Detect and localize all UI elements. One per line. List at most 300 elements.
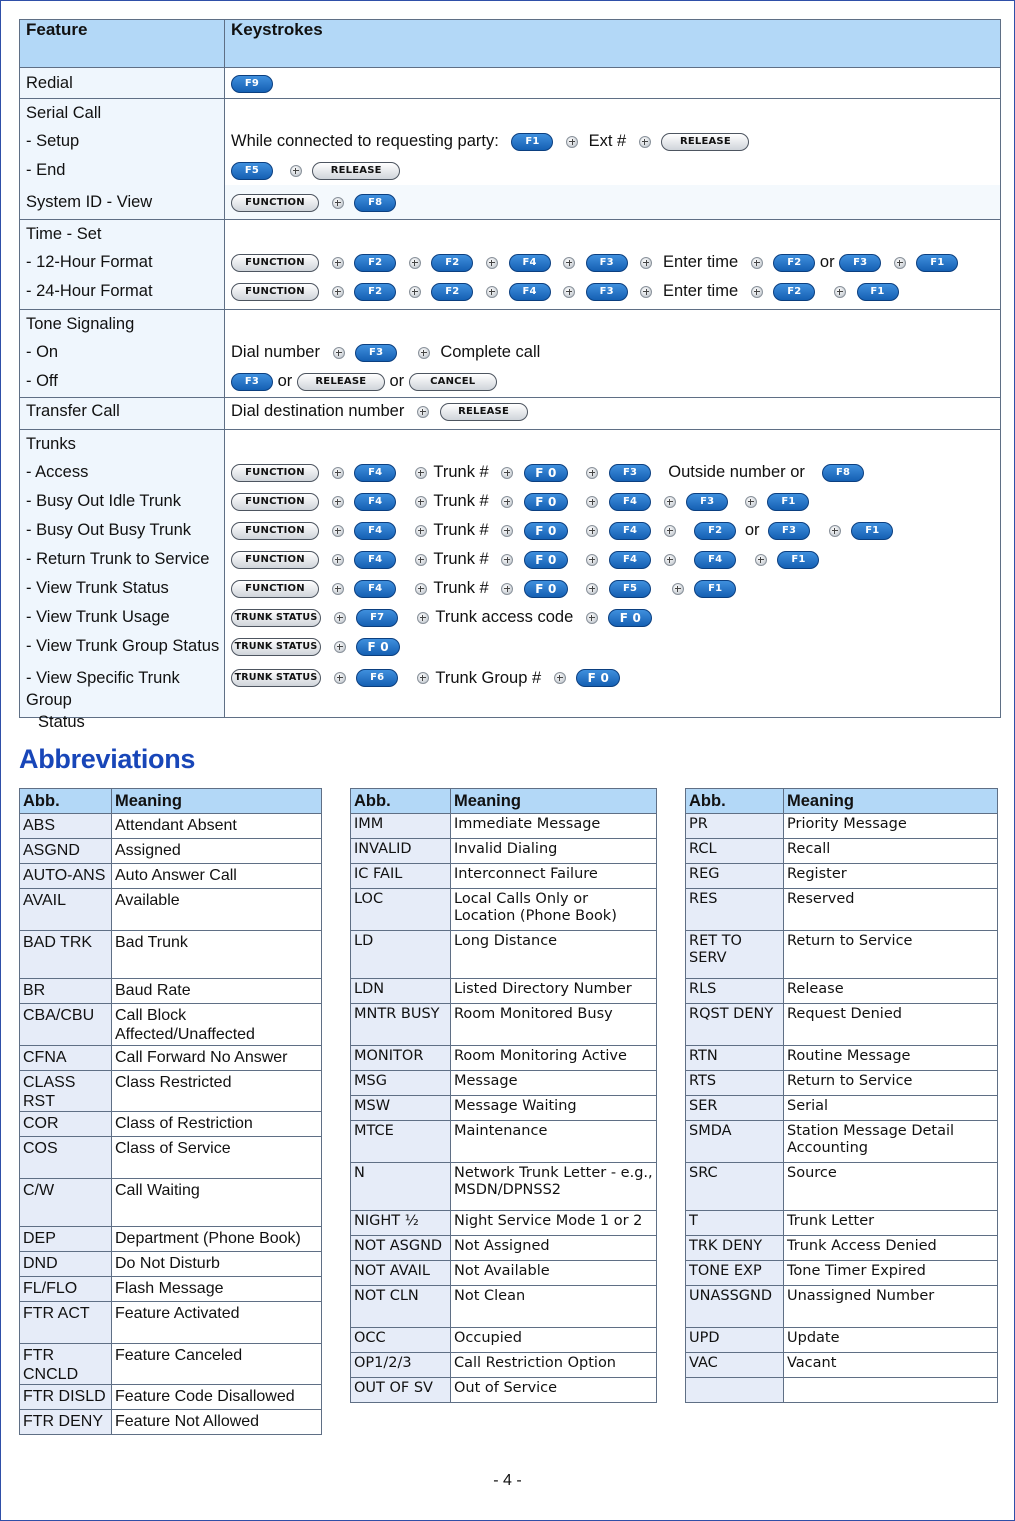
trunk-status-key[interactable]: TRUNK STATUS bbox=[231, 638, 321, 656]
meaning-cell: Available bbox=[112, 889, 322, 931]
abbreviation-cell: REG bbox=[686, 864, 784, 889]
meaning-cell: Call Restriction Option bbox=[451, 1353, 657, 1378]
abbreviation-cell: MNTR BUSY bbox=[351, 1004, 451, 1046]
table-row bbox=[686, 1353, 998, 1378]
abbreviation-cell: NIGHT ½ bbox=[351, 1211, 451, 1236]
enter-time-text: Enter time bbox=[662, 282, 739, 301]
plus-icon bbox=[640, 286, 652, 298]
plus-icon bbox=[415, 467, 427, 479]
abbreviation-cell: VAC bbox=[686, 1353, 784, 1378]
f0-key[interactable]: F 0 bbox=[356, 638, 400, 656]
trunks-label: Trunks bbox=[26, 435, 76, 453]
plus-icon bbox=[332, 286, 344, 298]
abbreviation-cell: RCL bbox=[686, 839, 784, 864]
meaning-cell: Room Monitored Busy bbox=[451, 1004, 657, 1046]
function-key[interactable]: FUNCTION bbox=[231, 522, 319, 540]
table-row bbox=[20, 931, 322, 979]
function-key[interactable]: FUNCTION bbox=[231, 464, 319, 482]
plus-icon bbox=[332, 554, 344, 566]
abbreviation-cell: CLASS RST bbox=[20, 1071, 112, 1112]
function-key[interactable]: FUNCTION bbox=[231, 283, 319, 301]
abbreviation-cell: SMDA bbox=[686, 1121, 784, 1163]
table-row bbox=[686, 814, 998, 839]
meaning-cell: Class Restricted bbox=[112, 1071, 322, 1112]
table-row bbox=[20, 1046, 322, 1071]
trunk-number-text: Trunk # bbox=[433, 550, 489, 569]
meaning-cell: Call Block Affected/Unaffected bbox=[112, 1004, 322, 1046]
time-set-label: Time - Set bbox=[26, 225, 102, 243]
meaning-cell: Return to Service bbox=[784, 1071, 998, 1096]
plus-icon bbox=[586, 496, 598, 508]
time-24h-label: - 24-Hour Format bbox=[26, 282, 153, 300]
meaning-cell: Serial bbox=[784, 1096, 998, 1121]
f2-key[interactable]: F2 bbox=[431, 254, 473, 272]
meaning-cell: Call Waiting bbox=[112, 1179, 322, 1227]
abbreviation-cell: SRC bbox=[686, 1163, 784, 1211]
dial-number-text: Dial number bbox=[231, 343, 320, 362]
table-row bbox=[351, 889, 657, 931]
release-key[interactable]: RELEASE bbox=[297, 373, 385, 391]
tone-on-label: - On bbox=[26, 343, 59, 361]
plus-icon bbox=[664, 496, 676, 508]
plus-icon bbox=[333, 347, 345, 359]
f8-key[interactable]: F8 bbox=[354, 194, 396, 212]
table-row bbox=[20, 864, 322, 889]
plus-icon bbox=[332, 525, 344, 537]
f1-key[interactable]: F1 bbox=[694, 580, 736, 598]
abbreviation-cell: FL/FLO bbox=[20, 1277, 112, 1302]
meaning-cell: Attendant Absent bbox=[112, 814, 322, 839]
abbreviation-cell: RES bbox=[686, 889, 784, 931]
abbreviation-cell: DND bbox=[20, 1252, 112, 1277]
f3-key[interactable]: F3 bbox=[355, 344, 397, 362]
f3-key[interactable]: F3 bbox=[768, 522, 810, 540]
abbreviation-cell: BAD TRK bbox=[20, 931, 112, 979]
table-row bbox=[20, 1385, 322, 1410]
row-tone-signaling bbox=[20, 310, 1001, 398]
meaning-cell: Room Monitoring Active bbox=[451, 1046, 657, 1071]
trunk-view-specific-label-2: Status bbox=[38, 713, 85, 731]
f8-key[interactable]: F8 bbox=[822, 464, 864, 482]
table-row bbox=[351, 931, 657, 979]
page-number: - 4 - bbox=[493, 1472, 522, 1489]
table-row bbox=[686, 889, 998, 931]
f6-key[interactable]: F6 bbox=[356, 669, 398, 687]
plus-icon bbox=[745, 496, 757, 508]
f3-key[interactable]: F3 bbox=[686, 493, 728, 511]
table-row bbox=[351, 1236, 657, 1261]
trunk-status-key[interactable]: TRUNK STATUS bbox=[231, 669, 321, 687]
plus-icon bbox=[664, 554, 676, 566]
trunk-access-label: - Access bbox=[26, 463, 89, 481]
function-key[interactable]: FUNCTION bbox=[231, 194, 319, 212]
meaning-cell: Station Message Detail Accounting bbox=[784, 1121, 998, 1163]
abbreviation-cell: AVAIL bbox=[20, 889, 112, 931]
f1-key[interactable]: F1 bbox=[857, 283, 899, 301]
table-row bbox=[686, 839, 998, 864]
plus-icon bbox=[829, 525, 841, 537]
abbreviation-cell: SER bbox=[686, 1096, 784, 1121]
plus-icon bbox=[834, 286, 846, 298]
meaning-cell: Message Waiting bbox=[451, 1096, 657, 1121]
table-row bbox=[20, 1179, 322, 1227]
meaning-cell: Assigned bbox=[112, 839, 322, 864]
table-row bbox=[686, 1046, 998, 1071]
f7-key[interactable]: F7 bbox=[356, 609, 398, 627]
row-trunks bbox=[20, 430, 1001, 718]
abbreviation-cell: MSW bbox=[351, 1096, 451, 1121]
abbreviation-cell: CFNA bbox=[20, 1046, 112, 1071]
f4-key[interactable]: F4 bbox=[609, 493, 651, 511]
abbreviations-table-1 bbox=[19, 788, 322, 1435]
meaning-column-header: Meaning bbox=[784, 789, 998, 814]
tone-label: Tone Signaling bbox=[26, 315, 135, 333]
plus-icon bbox=[751, 286, 763, 298]
abbreviation-cell: RQST DENY bbox=[686, 1004, 784, 1046]
table-row bbox=[351, 1211, 657, 1236]
table-row bbox=[686, 1236, 998, 1261]
plus-icon bbox=[664, 525, 676, 537]
f4-key[interactable]: F4 bbox=[509, 283, 551, 301]
abbreviation-cell: LDN bbox=[351, 979, 451, 1004]
plus-icon bbox=[501, 583, 513, 595]
meaning-cell: Baud Rate bbox=[112, 979, 322, 1004]
trunk-number-text: Trunk # bbox=[433, 579, 489, 598]
abbreviation-cell: MTCE bbox=[351, 1121, 451, 1163]
release-key[interactable]: RELEASE bbox=[312, 162, 400, 180]
or-text: or bbox=[744, 521, 760, 540]
ext-text: Ext # bbox=[588, 132, 627, 151]
meaning-cell: Interconnect Failure bbox=[451, 864, 657, 889]
function-key[interactable]: FUNCTION bbox=[231, 493, 319, 511]
meaning-cell: Message bbox=[451, 1071, 657, 1096]
trunk-number-text: Trunk # bbox=[433, 521, 489, 540]
meaning-column-header: Meaning bbox=[112, 789, 322, 814]
table-row bbox=[351, 1286, 657, 1328]
f0-key[interactable]: F 0 bbox=[524, 580, 568, 598]
plus-icon bbox=[417, 672, 429, 684]
abbreviation-cell: IC FAIL bbox=[351, 864, 451, 889]
table-row bbox=[686, 1071, 998, 1096]
f4-key[interactable]: F4 bbox=[354, 493, 396, 511]
plus-icon bbox=[409, 257, 421, 269]
table-row bbox=[20, 1277, 322, 1302]
meaning-cell: Vacant bbox=[784, 1353, 998, 1378]
abbreviation-cell: OUT OF SV bbox=[351, 1378, 451, 1403]
plus-icon bbox=[894, 257, 906, 269]
or-text: or bbox=[277, 372, 293, 391]
meaning-cell: Local Calls Only or Location (Phone Book) bbox=[451, 889, 657, 931]
abbreviation-cell: RET TO SERV bbox=[686, 931, 784, 979]
plus-icon bbox=[409, 286, 421, 298]
table-row bbox=[686, 1286, 998, 1328]
table-row bbox=[20, 814, 322, 839]
f2-key[interactable]: F2 bbox=[773, 283, 815, 301]
transfer-label: Transfer Call bbox=[26, 402, 120, 420]
f3-key[interactable]: F3 bbox=[839, 254, 881, 272]
plus-icon bbox=[334, 612, 346, 624]
abbreviation-cell: LOC bbox=[351, 889, 451, 931]
function-key[interactable]: FUNCTION bbox=[231, 580, 319, 598]
f4-key[interactable]: F4 bbox=[354, 580, 396, 598]
time-12h-label: - 12-Hour Format bbox=[26, 253, 153, 271]
meaning-cell: Do Not Disturb bbox=[112, 1252, 322, 1277]
table-row bbox=[351, 839, 657, 864]
table-row bbox=[686, 1004, 998, 1046]
meaning-cell: Night Service Mode 1 or 2 bbox=[451, 1211, 657, 1236]
abbreviation-cell: FTR DISLD bbox=[20, 1385, 112, 1410]
plus-icon bbox=[290, 165, 302, 177]
meaning-cell: Not Available bbox=[451, 1261, 657, 1286]
f0-key[interactable]: F 0 bbox=[524, 493, 568, 511]
table-row bbox=[20, 1071, 322, 1112]
meaning-cell: Priority Message bbox=[784, 814, 998, 839]
abb-column-header: Abb. bbox=[686, 789, 784, 814]
abbreviation-cell: AUTO-ANS bbox=[20, 864, 112, 889]
meaning-cell: Not Assigned bbox=[451, 1236, 657, 1261]
trunk-status-key[interactable]: TRUNK STATUS bbox=[231, 609, 321, 627]
or-text: or bbox=[819, 253, 835, 272]
meaning-cell: Immediate Message bbox=[451, 814, 657, 839]
meaning-cell: Feature Canceled bbox=[112, 1344, 322, 1385]
f4-key[interactable]: F4 bbox=[609, 551, 651, 569]
row-transfer-call bbox=[20, 398, 1001, 430]
f2-key[interactable]: F2 bbox=[694, 522, 736, 540]
f3-key[interactable]: F3 bbox=[586, 283, 628, 301]
meaning-cell: Trunk Letter bbox=[784, 1211, 998, 1236]
meaning-cell: Bad Trunk bbox=[112, 931, 322, 979]
table-row bbox=[686, 1163, 998, 1211]
meaning-cell: Recall bbox=[784, 839, 998, 864]
abbreviation-cell: BR bbox=[20, 979, 112, 1004]
plus-icon bbox=[640, 257, 652, 269]
plus-icon bbox=[332, 197, 344, 209]
table-row bbox=[351, 1328, 657, 1353]
abbreviation-cell: RTS bbox=[686, 1071, 784, 1096]
row-redial bbox=[20, 68, 1001, 99]
abbreviation-cell bbox=[686, 1378, 784, 1403]
f1-key[interactable]: F1 bbox=[511, 133, 553, 151]
f4-key[interactable]: F4 bbox=[509, 254, 551, 272]
table-row bbox=[20, 839, 322, 864]
abbreviation-cell: RLS bbox=[686, 979, 784, 1004]
trunk-busy-idle-label: - Busy Out Idle Trunk bbox=[26, 492, 181, 510]
table-row bbox=[686, 864, 998, 889]
table-row bbox=[351, 1353, 657, 1378]
plus-icon bbox=[332, 257, 344, 269]
f4-key[interactable]: F4 bbox=[609, 522, 651, 540]
plus-icon bbox=[415, 583, 427, 595]
abbreviation-cell: OCC bbox=[351, 1328, 451, 1353]
row-time-set bbox=[20, 220, 1001, 310]
table-row bbox=[686, 1096, 998, 1121]
abbreviation-cell: NOT AVAIL bbox=[351, 1261, 451, 1286]
plus-icon bbox=[566, 136, 578, 148]
meaning-cell: Return to Service bbox=[784, 931, 998, 979]
row-serial-call bbox=[20, 99, 1001, 220]
f2-key[interactable]: F2 bbox=[773, 254, 815, 272]
abbreviation-cell: IMM bbox=[351, 814, 451, 839]
meaning-cell: Flash Message bbox=[112, 1277, 322, 1302]
f0-key[interactable]: F 0 bbox=[608, 609, 652, 627]
table-row bbox=[351, 1004, 657, 1046]
f3-key[interactable]: F3 bbox=[609, 464, 651, 482]
plus-icon bbox=[563, 286, 575, 298]
f0-key[interactable]: F 0 bbox=[576, 669, 620, 687]
plus-icon bbox=[755, 554, 767, 566]
f4-key[interactable]: F4 bbox=[694, 551, 736, 569]
table-row bbox=[20, 1137, 322, 1179]
table-row bbox=[351, 1096, 657, 1121]
table-row bbox=[686, 1211, 998, 1236]
f5-key[interactable]: F5 bbox=[609, 580, 651, 598]
system-id-label: System ID - View bbox=[26, 193, 153, 211]
table-row bbox=[351, 1121, 657, 1163]
meaning-cell: Auto Answer Call bbox=[112, 864, 322, 889]
plus-icon bbox=[672, 583, 684, 595]
feature-keystrokes-table bbox=[19, 19, 1001, 731]
abbreviation-cell: MSG bbox=[351, 1071, 451, 1096]
meaning-cell: Request Denied bbox=[784, 1004, 998, 1046]
dial-destination-text: Dial destination number bbox=[231, 402, 405, 421]
meaning-cell: Occupied bbox=[451, 1328, 657, 1353]
release-key[interactable]: RELEASE bbox=[661, 133, 749, 151]
meaning-cell: Network Trunk Letter - e.g., MSDN/DPNSS2 bbox=[451, 1163, 657, 1211]
abbreviation-cell: COS bbox=[20, 1137, 112, 1179]
function-key[interactable]: FUNCTION bbox=[231, 254, 319, 272]
table-row bbox=[351, 1046, 657, 1071]
abb-column-header: Abb. bbox=[351, 789, 451, 814]
f1-key[interactable]: F1 bbox=[767, 493, 809, 511]
table-row bbox=[20, 889, 322, 931]
plus-icon bbox=[554, 672, 566, 684]
cancel-key[interactable]: CANCEL bbox=[409, 373, 497, 391]
f2-key[interactable]: F2 bbox=[354, 254, 396, 272]
plus-icon bbox=[751, 257, 763, 269]
abbreviation-cell: T bbox=[686, 1211, 784, 1236]
abbreviation-cell: NOT ASGND bbox=[351, 1236, 451, 1261]
release-key[interactable]: RELEASE bbox=[440, 403, 528, 421]
abbreviation-cell: ASGND bbox=[20, 839, 112, 864]
meaning-cell: Register bbox=[784, 864, 998, 889]
f3-key[interactable]: F3 bbox=[586, 254, 628, 272]
table-row bbox=[351, 1163, 657, 1211]
meaning-cell: Feature Code Disallowed bbox=[112, 1385, 322, 1410]
f2-key[interactable]: F2 bbox=[431, 283, 473, 301]
plus-icon bbox=[415, 554, 427, 566]
f4-key[interactable]: F4 bbox=[354, 551, 396, 569]
table-row bbox=[686, 979, 998, 1004]
plus-icon bbox=[334, 641, 346, 653]
meaning-cell: Tone Timer Expired bbox=[784, 1261, 998, 1286]
plus-icon bbox=[586, 525, 598, 537]
abbreviations-table-3 bbox=[685, 788, 998, 1403]
plus-icon bbox=[501, 525, 513, 537]
table-row bbox=[351, 814, 657, 839]
abbreviation-cell: INVALID bbox=[351, 839, 451, 864]
plus-icon bbox=[417, 406, 429, 418]
abbreviation-cell: UPD bbox=[686, 1328, 784, 1353]
abbreviation-cell: MONITOR bbox=[351, 1046, 451, 1071]
trunk-busy-busy-label: - Busy Out Busy Trunk bbox=[26, 521, 192, 539]
f0-key[interactable]: F 0 bbox=[524, 522, 568, 540]
f0-key[interactable]: F 0 bbox=[524, 551, 568, 569]
f1-key[interactable]: F1 bbox=[916, 254, 958, 272]
f9-key[interactable]: F9 bbox=[231, 75, 273, 93]
meaning-cell: Feature Not Allowed bbox=[112, 1410, 322, 1435]
meaning-cell: Unassigned Number bbox=[784, 1286, 998, 1328]
abbreviation-cell: TRK DENY bbox=[686, 1236, 784, 1261]
plus-icon bbox=[486, 286, 498, 298]
abbreviation-cell: COR bbox=[20, 1112, 112, 1137]
trunk-access-code-text: Trunk access code bbox=[435, 608, 574, 627]
abbreviation-cell: C/W bbox=[20, 1179, 112, 1227]
plus-icon bbox=[486, 257, 498, 269]
abbreviation-cell: FTR DENY bbox=[20, 1410, 112, 1435]
trunk-number-text: Trunk # bbox=[433, 492, 489, 511]
meaning-cell: Feature Activated bbox=[112, 1302, 322, 1344]
enter-time-text: Enter time bbox=[662, 253, 739, 272]
table-row bbox=[351, 1378, 657, 1403]
trunk-return-label: - Return Trunk to Service bbox=[26, 550, 210, 568]
abbreviation-cell: PR bbox=[686, 814, 784, 839]
serial-setup-label: - Setup bbox=[26, 132, 80, 150]
meaning-cell: Class of Service bbox=[112, 1137, 322, 1179]
f1-key[interactable]: F1 bbox=[851, 522, 893, 540]
table-row bbox=[351, 979, 657, 1004]
plus-icon bbox=[586, 554, 598, 566]
table-row bbox=[686, 1328, 998, 1353]
abbreviation-cell: TONE EXP bbox=[686, 1261, 784, 1286]
plus-icon bbox=[501, 467, 513, 479]
trunk-view-usage-label: - View Trunk Usage bbox=[26, 608, 170, 626]
plus-icon bbox=[586, 467, 598, 479]
trunk-view-group-label: - View Trunk Group Status bbox=[26, 637, 220, 655]
abbreviation-cell: OP1/2/3 bbox=[351, 1353, 451, 1378]
table-row bbox=[351, 1071, 657, 1096]
meaning-cell: Out of Service bbox=[451, 1378, 657, 1403]
abbreviation-cell: FTR CNCLD bbox=[20, 1344, 112, 1385]
f1-key[interactable]: F1 bbox=[777, 551, 819, 569]
f4-key[interactable]: F4 bbox=[354, 522, 396, 540]
f5-key[interactable]: F5 bbox=[231, 162, 273, 180]
f0-key[interactable]: F 0 bbox=[524, 464, 568, 482]
table-row bbox=[351, 864, 657, 889]
abbreviation-cell: UNASSGND bbox=[686, 1286, 784, 1328]
f4-key[interactable]: F4 bbox=[354, 464, 396, 482]
meaning-cell bbox=[784, 1378, 998, 1403]
abbreviation-cell: ABS bbox=[20, 814, 112, 839]
table-row bbox=[686, 1378, 998, 1403]
plus-icon bbox=[586, 612, 598, 624]
table-row bbox=[351, 1261, 657, 1286]
plus-icon bbox=[415, 496, 427, 508]
meaning-cell: Not Clean bbox=[451, 1286, 657, 1328]
function-key[interactable]: FUNCTION bbox=[231, 551, 319, 569]
table-row bbox=[20, 1410, 322, 1435]
meaning-cell: Maintenance bbox=[451, 1121, 657, 1163]
abbreviation-cell: N bbox=[351, 1163, 451, 1211]
plus-icon bbox=[418, 347, 430, 359]
abbreviation-cell: NOT CLN bbox=[351, 1286, 451, 1328]
table-row bbox=[20, 1004, 322, 1046]
trunk-view-status-label: - View Trunk Status bbox=[26, 579, 169, 597]
or-text: or bbox=[389, 372, 405, 391]
f3-key[interactable]: F3 bbox=[231, 373, 273, 391]
meaning-cell: Long Distance bbox=[451, 931, 657, 979]
table-row bbox=[20, 1112, 322, 1137]
f2-key[interactable]: F2 bbox=[354, 283, 396, 301]
